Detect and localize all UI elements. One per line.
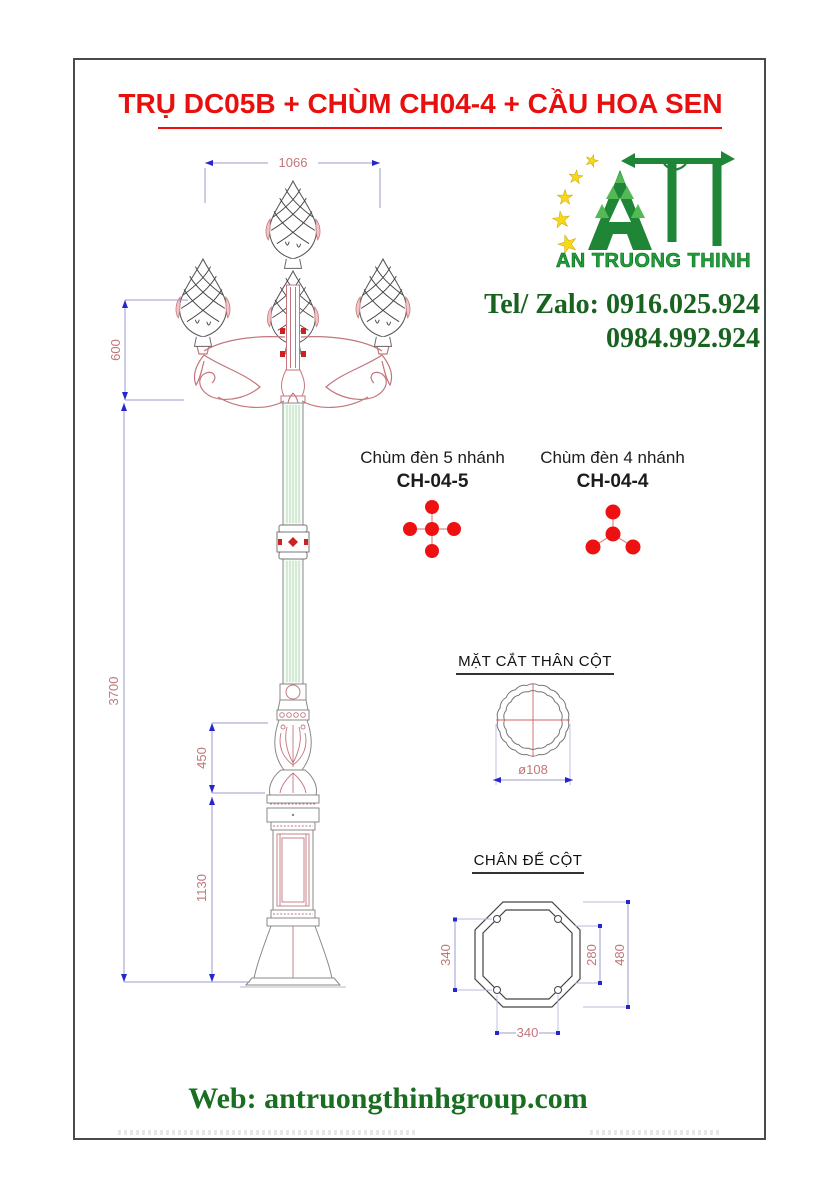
dim-base-inner-label: 280 bbox=[584, 944, 599, 966]
dim-capital-height-label: 450 bbox=[194, 747, 209, 769]
cluster-4-label: Chùm đèn 4 nhánh bbox=[540, 448, 685, 467]
web-label: Web: bbox=[188, 1082, 257, 1115]
cluster-option-5 bbox=[335, 448, 530, 493]
cluster-5-layout-icon bbox=[400, 493, 464, 565]
svg-text:★: ★ bbox=[553, 228, 583, 261]
dim-pedestal-height-label: 1130 bbox=[194, 874, 209, 902]
lamp-bud-left bbox=[176, 259, 230, 346]
svg-text:★: ★ bbox=[566, 165, 586, 189]
phone-line-2: 0984.992.924 bbox=[606, 323, 760, 354]
page-title: TRỤ DC05B + CHÙM CH04-4 + CẦU HOA SEN bbox=[118, 88, 723, 119]
dim-base-bottom-label: 340 bbox=[516, 1025, 539, 1040]
cluster-5-label: Chùm đèn 5 nhánh bbox=[360, 448, 505, 467]
phone-line-1: Tel/ Zalo: 0916.025.924 bbox=[484, 289, 760, 320]
cross-section-title: MẶT CẮT THÂN CỘT bbox=[445, 653, 625, 675]
dim-pole-height-label: 3700 bbox=[106, 676, 121, 706]
lamp-post-drawing bbox=[100, 135, 470, 1050]
dim-diameter-label: ø108 bbox=[518, 762, 548, 777]
cluster-5-code: CH-04-5 bbox=[396, 471, 469, 492]
cross-section-drawing bbox=[485, 678, 581, 796]
cluster-4-code: CH-04-4 bbox=[576, 471, 649, 492]
footer-watermark-right bbox=[590, 1130, 720, 1135]
cluster-option-4 bbox=[515, 448, 710, 493]
dim-pole-height bbox=[124, 403, 250, 982]
logo-letter-a bbox=[588, 170, 652, 250]
dim-base-left-label: 340 bbox=[438, 944, 453, 966]
dim-base-right-label: 480 bbox=[612, 944, 627, 966]
website-url: antruongthinhgroup.com bbox=[264, 1082, 588, 1115]
lamp-bud-right bbox=[356, 259, 410, 346]
footer-watermark-left bbox=[118, 1130, 418, 1135]
brand-name: AN TRUONG THINH bbox=[555, 250, 752, 272]
contact-block bbox=[430, 288, 760, 356]
lamp-bud-top bbox=[266, 181, 320, 268]
base-plate-title: CHÂN ĐẾ CỘT bbox=[448, 852, 608, 874]
dim-capital-height bbox=[212, 723, 268, 793]
title-underline bbox=[158, 127, 722, 129]
dim-top-width-label: 1066 bbox=[278, 155, 308, 170]
base-plate-drawing bbox=[440, 885, 655, 1050]
svg-text:★: ★ bbox=[549, 205, 573, 234]
website-line bbox=[80, 1082, 696, 1116]
svg-text:★: ★ bbox=[582, 151, 601, 172]
cluster-4-layout-icon bbox=[581, 500, 645, 560]
dim-cluster-height-label: 600 bbox=[108, 339, 123, 361]
svg-text:★: ★ bbox=[556, 187, 574, 209]
